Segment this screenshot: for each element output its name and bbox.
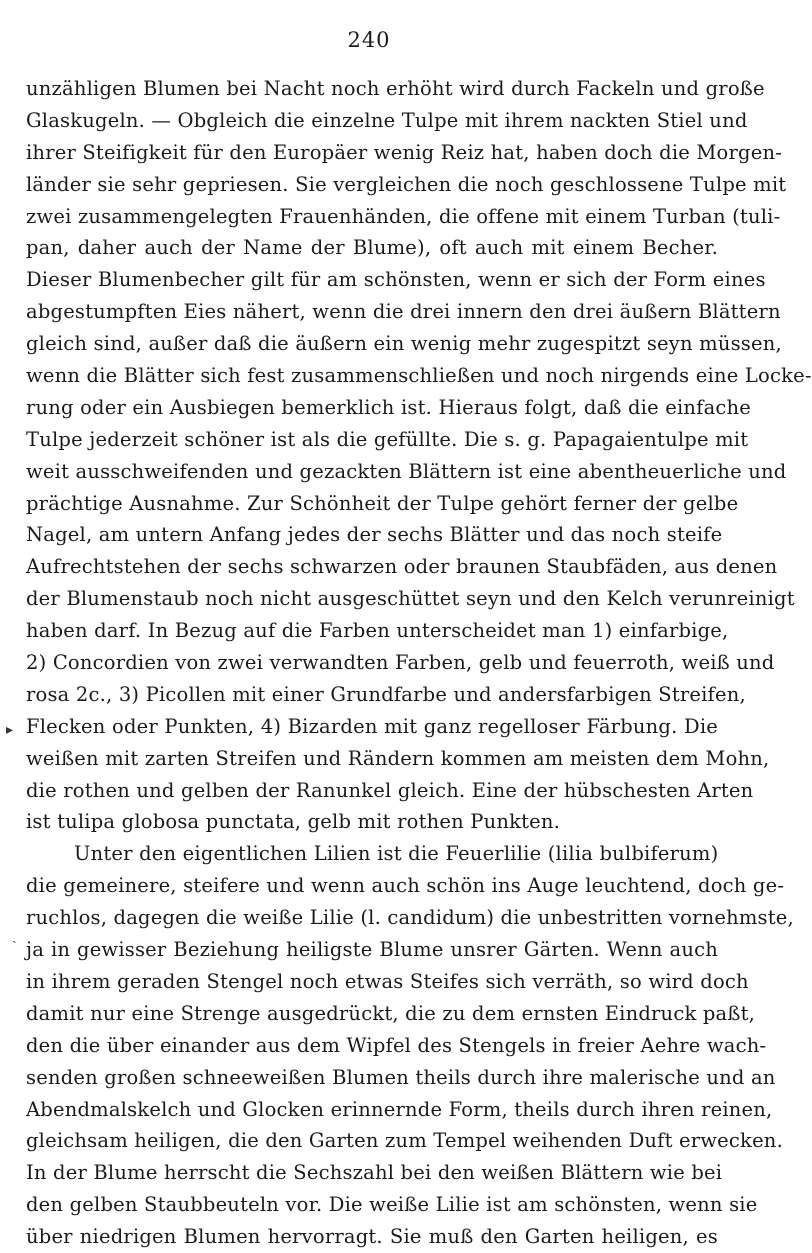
text-line: In der Blume herrscht die Sechszahl bei den weißen Blättern wie bei: [26, 1161, 723, 1185]
text-line: den die über einander aus dem Wipfel des Stengels in freier Aehre wach-: [26, 1033, 767, 1057]
text-line: Abendmalskelch und Glocken erinnernde Form, theils durch ihren reinen,: [26, 1097, 773, 1121]
text-line: ihrer Steifigkeit für den Europäer wenig Reiz hat, haben doch die Morgen-: [26, 140, 782, 164]
paragraph-tulips: [26, 73, 812, 838]
page-number: 240: [347, 28, 391, 52]
text-line: Flecken oder Punkten, 4) Bizarden mit ganz regelloser Färbung. Die: [26, 714, 718, 738]
text-line: damit nur eine Strenge ausgedrückt, die zu dem ernsten Eindruck paßt,: [26, 1001, 756, 1025]
text-line: Tulpe jederzeit schöner ist als die gefüllte. Die s. g. Papagaientulpe mit: [26, 427, 749, 451]
text-line: Aufrechtstehen der sechs schwarzen oder braunen Staubfäden, aus denen: [26, 555, 778, 579]
text-line: die rothen und gelben der Ranunkel gleich. Eine der hübschesten Arten: [26, 778, 754, 802]
text-line: rosa 2c., 3) Picollen mit einer Grundfarbe und andersfarbigen Streifen,: [26, 682, 746, 706]
text-line: den gelben Staubbeuteln vor. Die weiße Lilie ist am schönsten, wenn sie: [26, 1193, 758, 1217]
margin-speck: ▸: [6, 722, 14, 738]
text-line: Unter den eigentlichen Lilien ist die Feuerlilie (lilia bulbiferum): [74, 842, 719, 866]
text-line: wenn die Blätter sich fest zusammenschließen und noch nirgends eine Locke-: [26, 364, 812, 388]
text-line: Dieser Blumenbecher gilt für am schönsten, wenn er sich der Form eines: [26, 268, 766, 292]
text-line: ist tulipa globosa punctata, gelb mit rothen Punkten.: [26, 810, 561, 834]
paragraph-lilies: [26, 838, 794, 1253]
text-line: weit ausschweifenden und gezackten Blättern ist eine abentheuerliche und: [26, 459, 787, 483]
text-line: pan, daher auch der Name der Blume), oft auch mit einem Becher.: [26, 236, 718, 260]
text-line: abgestumpften Eies nähert, wenn die drei innern den drei äußern Blättern: [26, 300, 781, 324]
text-line: haben darf. In Bezug auf die Farben unterscheidet man 1) einfarbige,: [26, 619, 729, 643]
text-line: weißen mit zarten Streifen und Rändern kommen am meisten dem Mohn,: [26, 746, 770, 770]
text-line: unzähligen Blumen bei Nacht noch erhöht wird durch Fackeln und große: [26, 77, 765, 100]
text-line: ja in gewisser Beziehung heiligste Blume unsrer Gärten. Wenn auch: [26, 938, 718, 962]
text-line: zwei zusammengelegten Frauenhänden, die offene mit einem Turban (tuli-: [26, 204, 781, 228]
text-line: die gemeinere, steifere und wenn auch schön ins Auge leuchtend, doch ge-: [26, 874, 785, 898]
text-line: Nagel, am untern Anfang jedes der sechs Blätter und das noch steife: [26, 523, 723, 547]
text-line: in ihrem geraden Stengel noch etwas Steifes sich verräth, so wird doch: [26, 969, 749, 993]
text-line: ruchlos, dagegen die weiße Lilie (l. candidum) die unbestritten vornehmste,: [26, 906, 794, 930]
text-line: länder sie sehr gepriesen. Sie vergleichen die noch geschlossene Tulpe mit: [26, 172, 787, 196]
text-line: 2) Concordien von zwei verwandten Farben, gelb und feuerroth, weiß und: [26, 651, 775, 675]
margin-speck: ˏ: [12, 928, 17, 944]
text-line: Glaskugeln. — Obgleich die einzelne Tulpe mit ihrem nackten Stiel und: [26, 108, 748, 132]
text-line: der Blumenstaub noch nicht ausgeschüttet seyn und den Kelch verunreinigt: [26, 587, 795, 611]
text-line: gleich sind, außer daß die äußern ein wenig mehr zugespitzt seyn müssen,: [26, 332, 782, 356]
text-line: rung oder ein Ausbiegen bemerklich ist. Hieraus folgt, daß die einfache: [26, 395, 752, 419]
text-line: über niedrigen Blumen hervorragt. Sie muß den Garten heiligen, es: [26, 1225, 718, 1249]
text-line: senden großen schneeweißen Blumen theils durch ihre malerische und an: [26, 1065, 776, 1089]
text-line: gleichsam heiligen, die den Garten zum Tempel weihenden Duft erwecken.: [26, 1129, 783, 1153]
text-line: prächtige Ausnahme. Zur Schönheit der Tulpe gehört ferner der gelbe: [26, 491, 739, 515]
body-text: [26, 73, 812, 1253]
